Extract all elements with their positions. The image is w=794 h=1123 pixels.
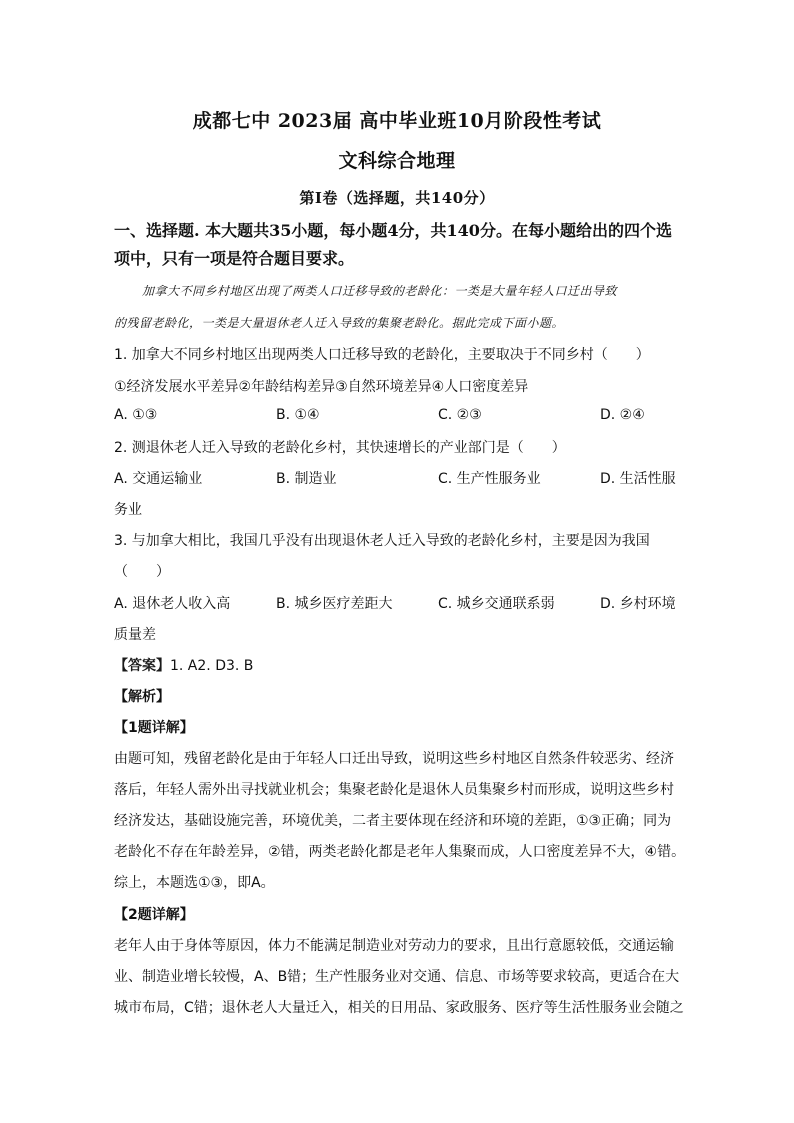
answer-line: [114, 655, 680, 675]
exam-title: 成都七中 2023届 高中毕业班10月阶段性考试: [192, 110, 602, 132]
question-3-option-b: B. 城乡医疗差距大: [276, 596, 393, 612]
section-title: 第Ⅰ卷（选择题，共140分）: [299, 189, 495, 207]
question-2-option-b: B. 制造业: [276, 471, 337, 487]
subject-title: 文科综合地理: [338, 150, 456, 172]
question-1-option-d: D. ②④: [600, 407, 645, 423]
question-3-option-d-continuation: 质量差: [114, 627, 156, 643]
instructions-line-2: 项中，只有一项是符合题目要求。: [114, 249, 355, 268]
question-3-option-a: A. 退休老人收入高: [114, 596, 231, 612]
question-3-option-c: C. 城乡交通联系弱: [438, 596, 555, 612]
instructions-line-1: 一、选择题. 本大题共35小题，每小题4分，共140分。在每小题给出的四个选: [114, 221, 672, 240]
q2-analysis-label: 【2题详解】: [114, 907, 194, 923]
question-1-stem: 1. 加拿大不同乡村地区出现两类人口迁移导致的老龄化，主要取决于不同乡村（ ）: [114, 347, 650, 363]
q1-analysis-label: 【1题详解】: [114, 720, 194, 736]
question-3-option-d: D. 乡村环境: [600, 596, 676, 612]
q2-analysis-line: 业、制造业增长较慢，A、B错；生产性服务业对交通、信息、市场等要求较高，更适合在大: [114, 969, 680, 985]
question-2-option-d: D. 生活性服: [600, 471, 676, 487]
q1-analysis-line: 经济发达，基础设施完善，环境优美，二者主要体现在经济和环境的差距，①③正确；同为: [114, 813, 672, 829]
question-2-option-a: A. 交通运输业: [114, 471, 203, 487]
question-3-stem: 3. 与加拿大相比，我国几乎没有出现退休老人迁入导致的老龄化乡村，主要是因为我国: [114, 533, 650, 549]
question-1-option-b: B. ①④: [276, 407, 320, 423]
q1-analysis-line: 综上，本题选①③，即A。: [114, 875, 275, 891]
q1-analysis-line: 落后，年轻人需外出寻找就业机会；集聚老龄化是退休人员集聚乡村而形成，说明这些乡村: [114, 782, 674, 798]
passage-line-2: 的残留老龄化，一类是大量退休老人迁入导致的集聚老龄化。据此完成下面小题。: [114, 316, 565, 330]
question-2-option-d-continuation: 务业: [114, 502, 142, 518]
question-1-statements: ①经济发展水平差异②年龄结构差异③自然环境差异④人口密度差异: [114, 379, 529, 395]
question-2-option-c: C. 生产性服务业: [438, 471, 541, 487]
q1-analysis-line: 老龄化不存在年龄差异，②错，两类老龄化都是老年人集聚而成，人口密度差异不大，④错。: [114, 844, 686, 860]
question-3-stem-bracket: （ ）: [114, 564, 170, 580]
question-2-stem: 2. 测退休老人迁入导致的老龄化乡村，其快速增长的产业部门是（ ）: [114, 440, 566, 456]
question-1-option-c: C. ②③: [438, 407, 482, 423]
answer-text: 1. A2. D3. B: [170, 658, 254, 674]
q1-analysis-line: 由题可知，残留老龄化是由于年轻人口迁出导致，说明这些乡村地区自然条件较恶劣、经济: [114, 751, 674, 767]
passage-line-1: 加拿大不同乡村地区出现了两类人口迁移导致的老龄化：一类是大量年轻人口迁出导致: [142, 284, 618, 298]
analysis-label: 【解析】: [114, 689, 170, 705]
answer-label: 【答案】: [114, 658, 170, 674]
q2-analysis-line: 老年人由于身体等原因，体力不能满足制造业对劳动力的要求，且出行意愿较低，交通运输: [114, 938, 674, 954]
question-1-option-a: A. ①③: [114, 407, 158, 423]
q2-analysis-line: 城市布局，C错；退休老人大量迁入，相关的日用品、家政服务、医疗等生活性服务业会随之: [114, 1000, 684, 1016]
